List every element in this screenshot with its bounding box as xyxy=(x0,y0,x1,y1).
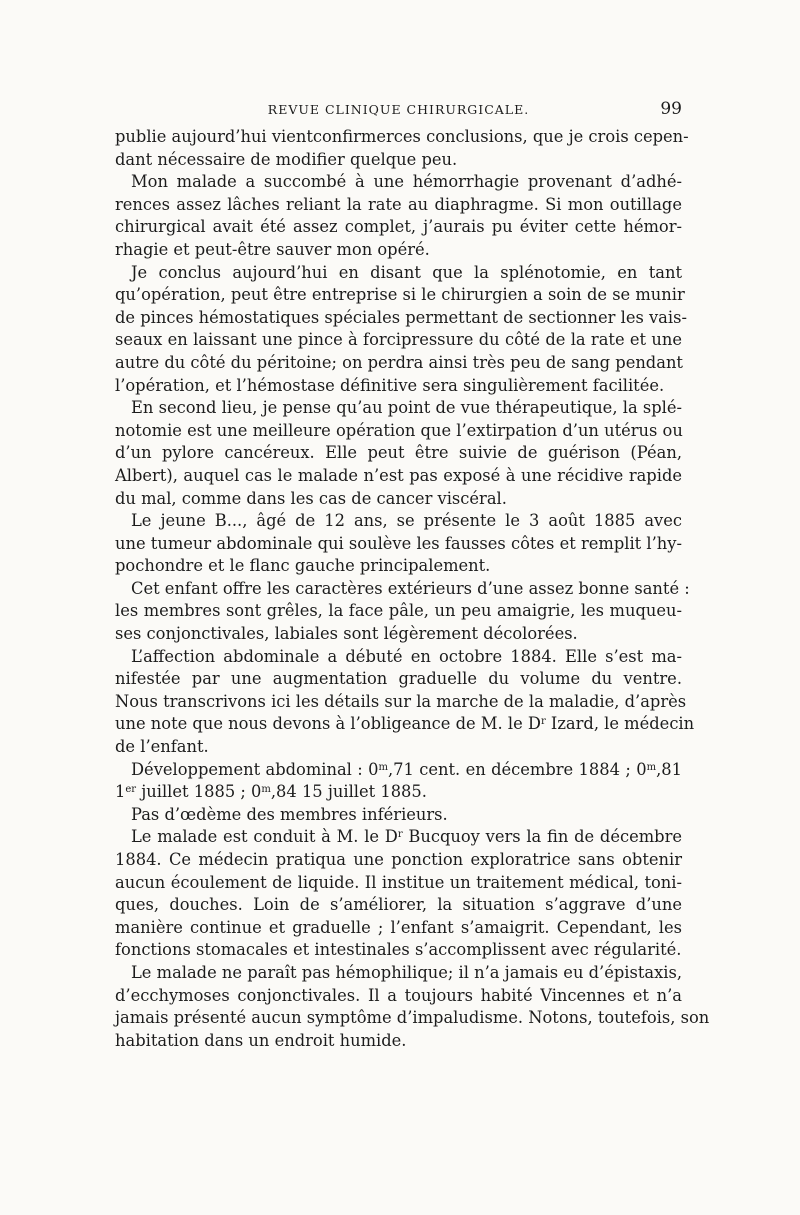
text-line: dant nécessaire de modifier quelque peu. xyxy=(115,149,458,169)
text-line: 1884. Ce médecin pratiqua une ponction exploratrice sans obtenir xyxy=(115,850,682,869)
superscript: m xyxy=(261,784,271,796)
text-segment: Bucquoy vers la fin de décembre xyxy=(402,827,682,847)
text-line: Pas d’œdème des membres inférieurs. xyxy=(131,804,448,824)
text-segment: 1 xyxy=(115,782,126,802)
text-line: L’affection abdominale a débuté en octobre 1884. Elle s’est ma- xyxy=(131,646,682,666)
text-line: En second lieu, je pense qu’au point de vue thérapeutique, la splé- xyxy=(131,398,682,418)
text-line: d’un pylore cancéreux. Elle peut être suivie de guérison (Péan, xyxy=(115,443,682,463)
text-segment: Izard, le médecin xyxy=(545,714,695,734)
text-line: une tumeur abdominale qui soulève les fausses côtes et remplit l’hy- xyxy=(115,533,682,553)
text-line: ques, douches. Loin de s’améliorer, la situation s’aggrave d’une xyxy=(115,895,682,915)
text-line: pochondre et le flanc gauche principalement. xyxy=(115,556,491,576)
text-line: Nous transcrivons ici les détails sur la marche de la maladie, d’après xyxy=(115,691,687,711)
text-line: rhagie et peut-être sauver mon opéré. xyxy=(115,239,430,259)
text-line xyxy=(115,781,682,804)
text-line: les membres sont grêles, la face pâle, un peu amaigrie, les muqueu- xyxy=(115,601,682,621)
body-text xyxy=(115,126,710,1052)
text-line xyxy=(115,826,682,849)
text-line: de pinces hémostatiques spéciales permettant de sectionner les vais- xyxy=(115,307,687,327)
superscript: r xyxy=(397,829,403,841)
text-line: publie aujourd’hui vientconfirmerces conclusions, que je crois cepen- xyxy=(115,127,689,146)
text-line: Le jeune B..., âgé de 12 ans, se présente le 3 août 1885 avec xyxy=(131,511,682,531)
page-number: 99 xyxy=(660,99,682,119)
text-segment: ,84 15 juillet 1885. xyxy=(270,782,427,802)
running-head xyxy=(115,100,682,120)
superscript: r xyxy=(540,716,546,728)
text-line: Le malade ne paraît pas hémophilique; il n’a jamais eu d’épistaxis, xyxy=(131,962,682,982)
text-line: Mon malade a succombé à une hémorrhagie provenant d’adhé- xyxy=(131,172,682,192)
text-line: seaux en laissant une pince à forcipressure du côté de la rate et une xyxy=(115,330,682,350)
text-segment: ,81 xyxy=(656,759,682,779)
text-segment: juillet 1885 ; 0 xyxy=(136,782,262,802)
text-segment: ,71 cent. en décembre 1884 ; 0 xyxy=(387,759,647,779)
text-line: l’opération, et l’hémostase définitive sera singulièrement facilitée. xyxy=(115,375,665,395)
text-line: Cet enfant offre les caractères extérieurs d’une assez bonne santé : xyxy=(131,578,690,598)
superscript: er xyxy=(125,784,137,796)
text-line: notomie est une meilleure opération que l’extirpation d’un utérus ou xyxy=(115,420,683,440)
running-title: REVUE CLINIQUE CHIRURGICALE. xyxy=(267,102,530,117)
text-line: d’ecchymoses conjonctivales. Il a toujours habité Vincennes et n’a xyxy=(115,985,682,1005)
text-line: nifestée par une augmentation graduelle du volume du ventre. xyxy=(115,669,682,689)
text-line: rences assez lâches reliant la rate au diaphragme. Si mon outillage xyxy=(115,194,682,214)
text-line: jamais présenté aucun symptôme d’impaludisme. Notons, toutefois, son xyxy=(115,1008,710,1028)
superscript: m xyxy=(646,761,657,773)
text-line: autre du côté du péritoine; on perdra ainsi très peu de sang pendant xyxy=(115,352,683,372)
text-line: habitation dans un endroit humide. xyxy=(115,1030,407,1050)
text-line xyxy=(115,713,695,736)
text-line: fonctions stomacales et intestinales s’accomplissent avec régularité. xyxy=(115,940,682,960)
text-line: manière continue et graduelle ; l’enfant s’amaigrit. Cependant, les xyxy=(115,917,682,937)
text-segment: une note que nous devons à l’obligeance de M. le D xyxy=(115,714,541,734)
superscript: m xyxy=(378,761,388,773)
text-line: de l’enfant. xyxy=(115,737,209,757)
text-line: Je conclus aujourd’hui en disant que la splénotomie, en tant xyxy=(131,262,682,282)
text-line: ses conjonctivales, labiales sont légèrement décolorées. xyxy=(115,624,578,644)
text-line xyxy=(115,759,682,782)
text-line: du mal, comme dans les cas de cancer viscéral. xyxy=(115,488,507,508)
text-line: qu’opération, peut être entreprise si le chirurgien a soin de se munir xyxy=(115,285,685,305)
text-segment: Le malade est conduit à M. le D xyxy=(131,827,398,847)
text-segment: Développement abdominal : 0 xyxy=(131,759,379,779)
text-line: aucun écoulement de liquide. Il institue un traitement médical, toni- xyxy=(115,872,682,892)
text-line: Albert), auquel cas le malade n’est pas exposé à une récidive rapide xyxy=(115,465,682,485)
text-line: chirurgical avait été assez complet, j’aurais pu éviter cette hémor- xyxy=(115,217,682,237)
